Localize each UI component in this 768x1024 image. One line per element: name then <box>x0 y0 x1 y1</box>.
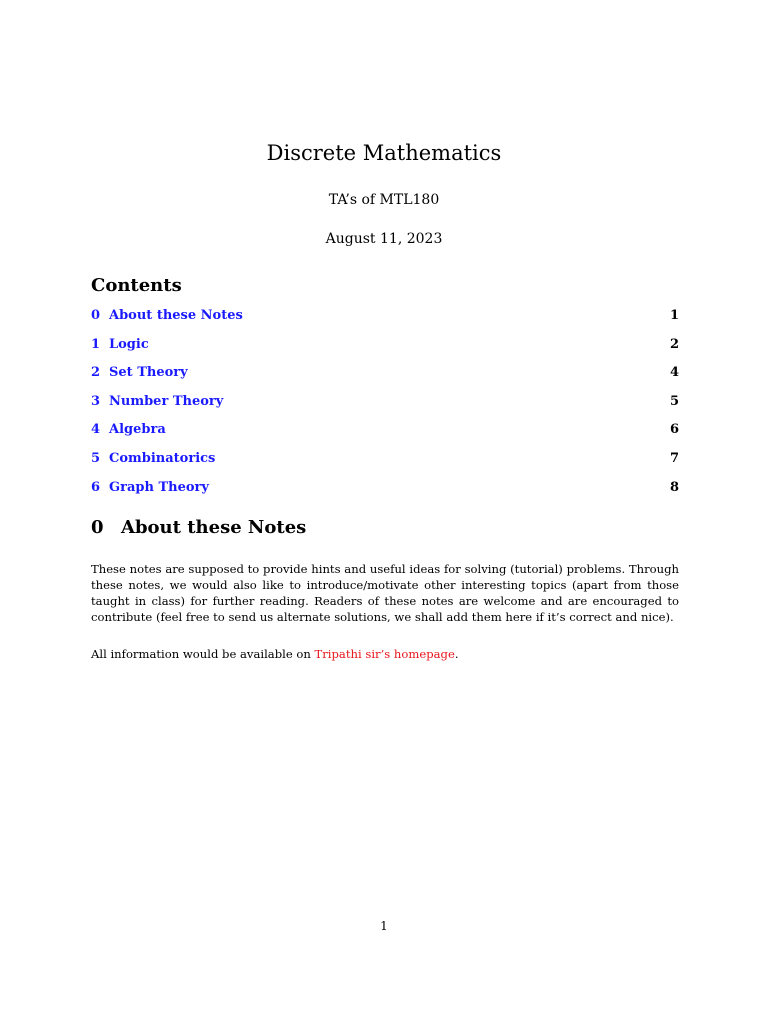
toc-entry-link[interactable]: Graph Theory <box>109 479 209 495</box>
intro-paragraph: These notes are supposed to provide hints and useful ideas for solving (tutorial) problems. Through these notes, we would also like to introduce/motivate other interesting topics (apart from those taught in class) for further reading. Readers of these notes are welcome and are encouraged to contribute (feel free to send us alternate solutions, we shall add them here if it’s correct and nice). <box>91 561 679 625</box>
toc-entry-link[interactable]: Algebra <box>109 422 166 438</box>
toc-entry-number[interactable]: 5 <box>91 450 101 466</box>
document-author: TA’s of MTL180 <box>328 192 440 208</box>
toc-entry-page: 8 <box>669 479 679 495</box>
toc-entry-link[interactable]: Combinatorics <box>109 450 216 466</box>
info-text: All information would be available on <box>91 646 315 661</box>
info-text-end: . <box>454 646 459 661</box>
toc-entry-number-theory[interactable] <box>91 390 679 419</box>
toc-entry-page: 1 <box>669 308 679 323</box>
homepage-link[interactable]: Tripathi sir’s homepage <box>314 646 455 661</box>
toc-entry-page: 7 <box>669 450 679 466</box>
toc-entry-about[interactable] <box>91 304 679 333</box>
info-paragraph <box>91 646 679 662</box>
section-title: About these Notes <box>121 517 307 538</box>
toc-entry-set-theory[interactable] <box>91 361 679 390</box>
document-title: Discrete Mathematics <box>266 141 502 165</box>
section-number: 0 <box>91 517 104 538</box>
toc-entry-link[interactable]: Set Theory <box>109 365 188 381</box>
toc-entry-logic[interactable] <box>91 333 679 362</box>
toc-entry-number[interactable]: 4 <box>91 422 101 438</box>
table-of-contents <box>91 304 679 504</box>
toc-entry-graph-theory[interactable] <box>91 476 679 505</box>
contents-heading: Contents <box>91 275 182 296</box>
toc-entry-page: 6 <box>669 422 679 438</box>
document-date: August 11, 2023 <box>325 231 443 247</box>
toc-entry-number[interactable]: 6 <box>91 479 101 495</box>
toc-entry-number[interactable]: 3 <box>91 393 101 409</box>
toc-entry-combinatorics[interactable] <box>91 447 679 476</box>
toc-entry-link[interactable]: About these Notes <box>109 308 243 323</box>
section-heading <box>91 515 306 541</box>
page-number: 1 <box>380 919 388 933</box>
toc-entry-number[interactable]: 1 <box>91 336 101 352</box>
toc-entry-link[interactable]: Number Theory <box>109 393 224 409</box>
toc-entry-link[interactable]: Logic <box>109 336 149 352</box>
toc-entry-page: 2 <box>669 336 679 352</box>
toc-entry-number[interactable]: 2 <box>91 365 101 381</box>
toc-entry-number[interactable]: 0 <box>91 308 101 323</box>
toc-entry-page: 4 <box>669 365 679 381</box>
toc-entry-algebra[interactable] <box>91 418 679 447</box>
toc-entry-page: 5 <box>669 393 679 409</box>
